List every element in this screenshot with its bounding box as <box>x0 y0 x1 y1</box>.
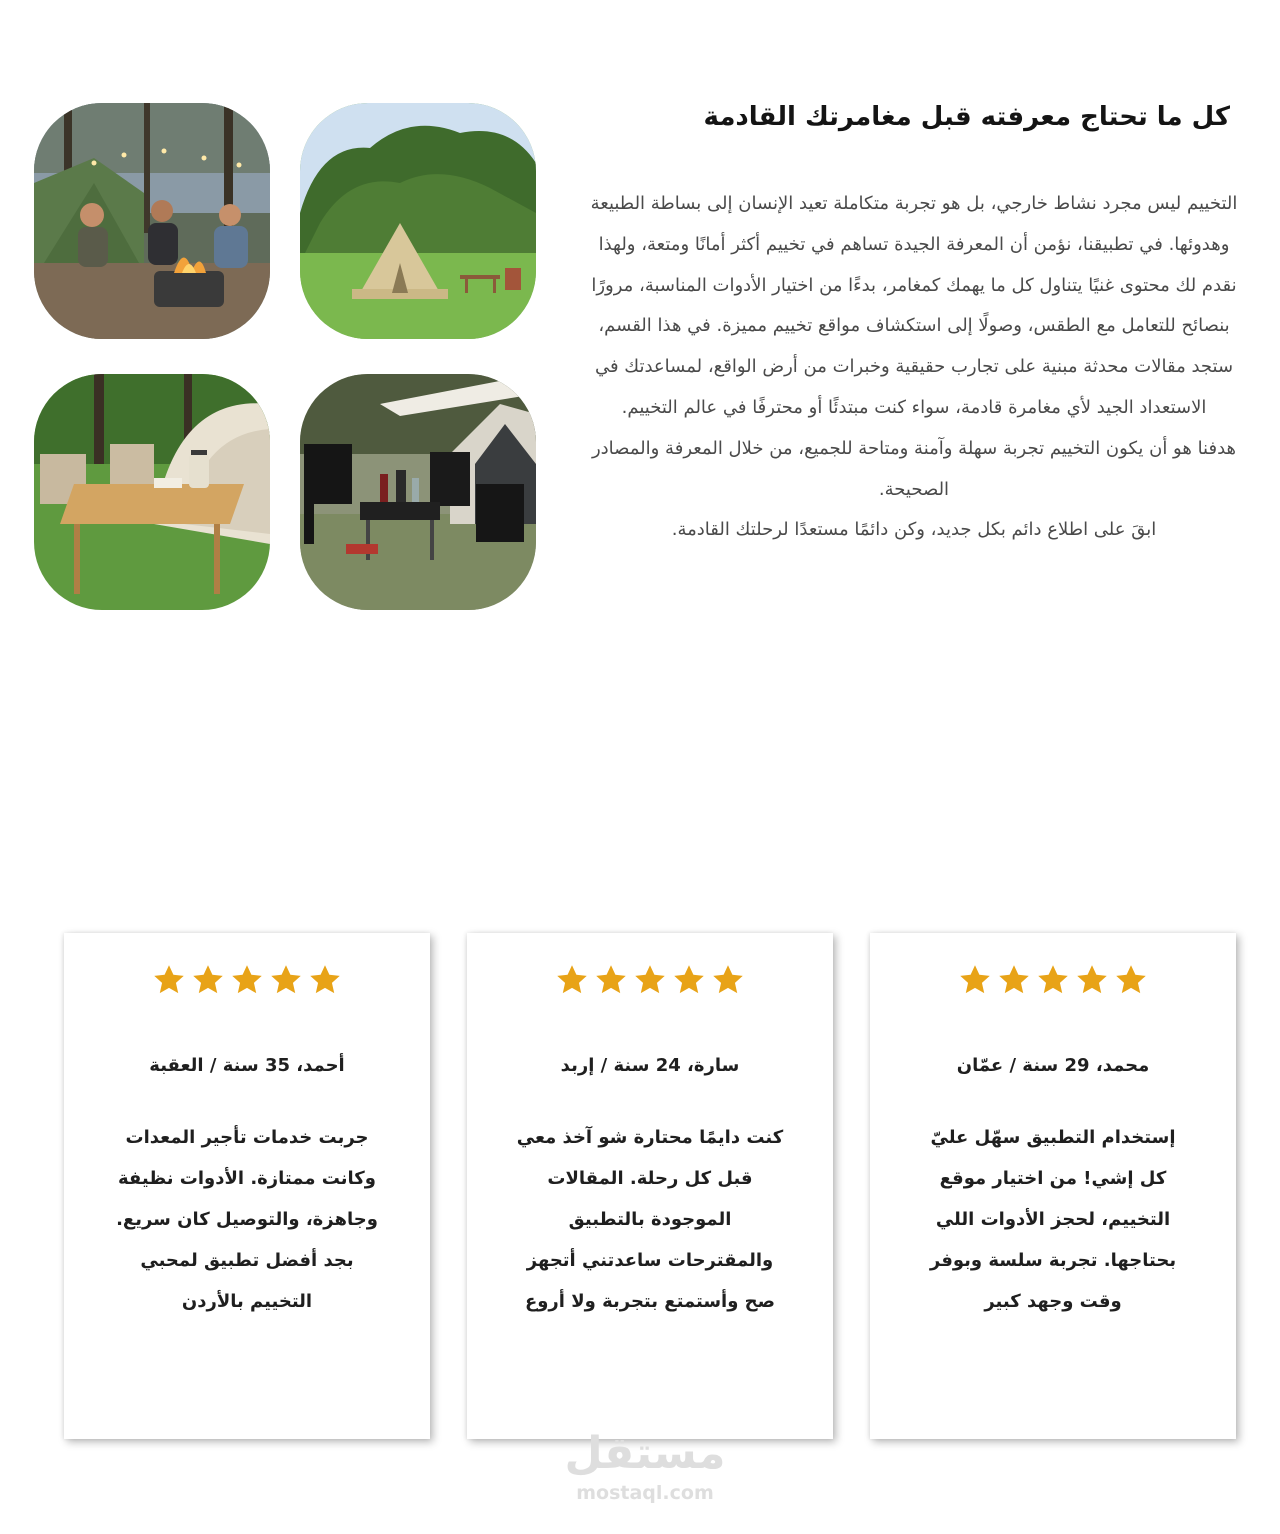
star-icon <box>958 963 992 997</box>
testimonial-card <box>64 933 430 1439</box>
about-title: كل ما تحتاج معرفته قبل مغامرتك القادمة <box>703 102 1230 132</box>
about-paragraph: هدفنا هو أن يكون التخييم تجربة سهلة وآمنة ومتاحة للجميع، من خلال المعرفة والمصادر الصحيحة. <box>591 437 1237 500</box>
star-rating <box>64 963 430 997</box>
reviewer-name: محمد، 29 سنة / عمّان <box>956 1055 1150 1076</box>
review-text: جربت خدمات تأجير المعدات وكانت ممتازة. الأدوات نظيفة وجاهزة، والتوصيل كان سريع. بجد أفضل تطبيق لمحبي التخييم بالأردن <box>116 1127 378 1312</box>
star-icon <box>672 963 706 997</box>
star-icon <box>555 963 589 997</box>
bell-tent-photo <box>300 103 536 339</box>
star-icon <box>997 963 1031 997</box>
testimonial-card <box>870 933 1236 1439</box>
star-icon <box>1075 963 1109 997</box>
testimonial-card <box>467 933 833 1439</box>
testimonials-section <box>0 933 1280 1443</box>
star-icon <box>594 963 628 997</box>
about-body <box>584 184 1244 551</box>
campfire-photo <box>34 103 270 339</box>
watermark-domain: mostaql.com <box>576 1482 714 1504</box>
star-rating <box>467 963 833 997</box>
star-icon <box>1114 963 1148 997</box>
review-text: إستخدام التطبيق سهّل عليّ كل إشي! من اختيار موقع التخييم، لحجز الأدوات اللي بحتاجها. تجربة سلسة وبوفر وقت وجهد كبير <box>929 1127 1177 1312</box>
reviewer-name: أحمد، 35 سنة / العقبة <box>149 1055 345 1076</box>
about-paragraph: التخييم ليس مجرد نشاط خارجي، بل هو تجربة متكاملة تعيد الإنسان إلى بساطة الطبيعة وهدوئها. في تطبيقنا، نؤمن أن المعرفة الجيدة تساهم في تخييم أكثر أمانًا ومتعة، ولهذا نقدم لك محتوى غنيًا يتناول كل ما يهمك كمغامر، بدءًا من اختيار الأدوات المناسبة، مرورًا بنصائح للتعامل مع الطقس، وصولًا إلى استكشاف مواقع تخييم مميزة. في هذا القسم، ستجد مقالات محدثة مبنية على تجارب حقيقية وخبرات من أرض الواقع، لمساعدتك في الاستعداد الجيد لأي مغامرة قادمة، سواء كنت مبتدئًا أو محترفًا في عالم التخييم. <box>590 193 1238 418</box>
camp-chairs-photo <box>300 374 536 610</box>
about-paragraph: ابقَ على اطلاع دائم بكل جديد، وكن دائمًا مستعدًا لرحلتك القادمة. <box>671 519 1157 541</box>
star-rating <box>870 963 1236 997</box>
star-icon <box>711 963 745 997</box>
reviewer-name: سارة، 24 سنة / إربد <box>560 1055 740 1076</box>
star-icon <box>269 963 303 997</box>
star-icon <box>191 963 225 997</box>
watermark <box>560 1426 730 1504</box>
wooden-table-photo <box>34 374 270 610</box>
star-icon <box>152 963 186 997</box>
review-text: كنت دايمًا محتارة شو آخذ معي قبل كل رحلة. المقالات الموجودة بالتطبيق والمقترحات ساعدتني أتجهز صح وأستمتع بتجربة ولا أروع <box>516 1127 784 1312</box>
star-icon <box>1036 963 1070 997</box>
watermark-logo: مستقل <box>564 1428 726 1479</box>
star-icon <box>633 963 667 997</box>
star-icon <box>230 963 264 997</box>
star-icon <box>308 963 342 997</box>
